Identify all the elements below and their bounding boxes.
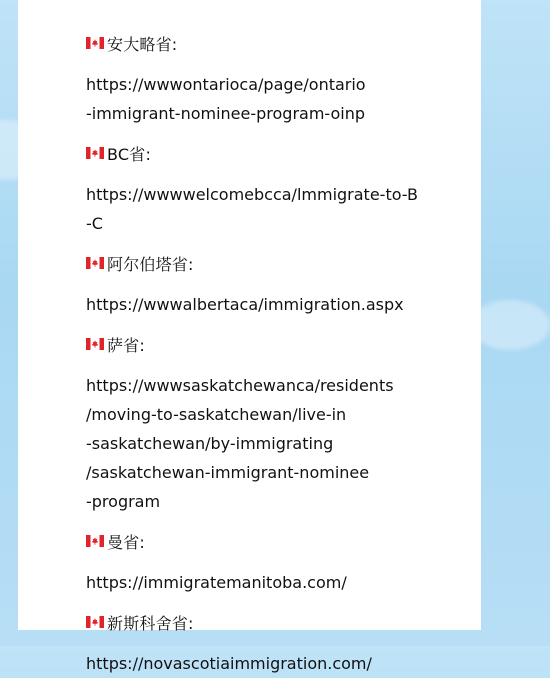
province-heading <box>86 331 426 357</box>
province-name: BC省: <box>107 144 152 164</box>
province-url-line[interactable]: /saskatchewan-immigrant-nominee <box>86 463 370 482</box>
province-heading <box>86 609 426 635</box>
province-heading <box>86 140 426 166</box>
province-heading <box>86 250 426 276</box>
province-url-line[interactable]: https://wwwwelcomebcca/lmmigrate-to-B <box>86 185 418 204</box>
canada-flag-icon <box>86 257 104 269</box>
canada-flag-icon <box>86 535 104 547</box>
province-url-line[interactable]: -C <box>86 214 103 233</box>
province-heading <box>86 528 426 554</box>
canada-flag-icon <box>86 616 104 628</box>
province-name: 新斯科舍省: <box>107 613 194 633</box>
province-url-line[interactable]: https://immigratemanitoba.com/ <box>86 573 347 592</box>
canada-flag-icon <box>86 338 104 350</box>
canada-flag-icon <box>86 37 104 49</box>
province-heading <box>86 30 426 56</box>
province-url-line[interactable]: -saskatchewan/by-immigrating <box>86 434 334 453</box>
province-url-line[interactable]: https://wwwsaskatchewanca/residents <box>86 376 394 395</box>
province-url-line[interactable]: /moving-to-saskatchewan/live-in <box>86 405 347 424</box>
canada-flag-icon <box>86 147 104 159</box>
province-name: 安大略省: <box>107 34 178 54</box>
background-cloud <box>470 300 550 350</box>
province-url-line[interactable]: https://wwwalbertaca/immigration.aspx <box>86 295 404 314</box>
province-list <box>86 30 426 678</box>
province-name: 曼省: <box>107 532 145 552</box>
province-url-line[interactable]: https://novascotiaimmigration.com/ <box>86 654 372 673</box>
province-url-line[interactable]: -program <box>86 492 161 511</box>
province-url-line[interactable]: https://wwwontarioca/page/ontario <box>86 75 366 94</box>
province-name: 萨省: <box>107 335 145 355</box>
content-card <box>18 0 481 673</box>
province-url-line[interactable]: -immigrant-nominee-program-oinp <box>86 104 366 123</box>
province-name: 阿尔伯塔省: <box>107 254 194 274</box>
